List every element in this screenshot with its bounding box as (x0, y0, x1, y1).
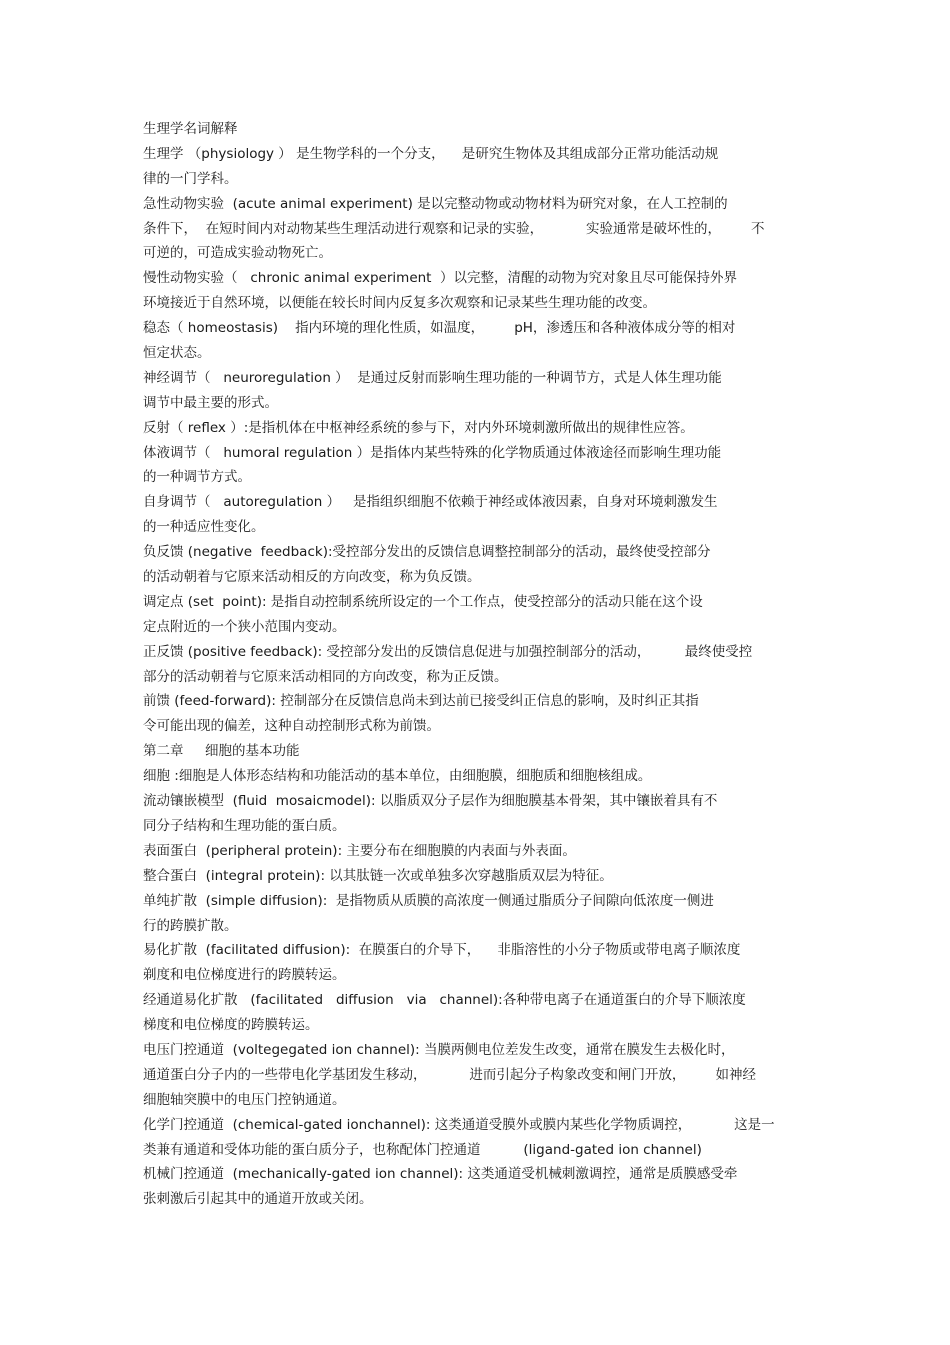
term-definition-first-line: 稳态（ homeostasis) 指内环境的理化性质，如温度， pH，渗透压和各种液体成分等的相对 (143, 320, 736, 337)
term-definition-first-line: 生理学 （physiology ） 是生物学科的一个分支， 是研究生物体及其组成部分正常功能活动规 (143, 145, 719, 162)
term-definition-first-line: 体液调节（ humoral regulation ）是指体内某些特殊的化学物质通过体液途径而影响生理功能 (143, 444, 722, 461)
term-entry (143, 1162, 811, 1212)
term-definition-first-line: 细胞 :细胞是人体形态结构和功能活动的基本单位，由细胞膜，细胞质和细胞核组成。 (143, 768, 652, 785)
term-entry (143, 1113, 811, 1163)
term-entry (143, 441, 811, 491)
term-definition-first-line: 整合蛋白 (integral protein): 以其肽链一次或单独多次穿越脂质双层为特征。 (143, 867, 613, 884)
term-definition-line: 行的跨膜扩散。 (143, 917, 238, 934)
term-entry (143, 266, 811, 316)
term-definition-line: 恒定状态。 (143, 345, 211, 362)
term-definition-first-line: 神经调节（ neuroregulation ） 是通过反射而影响生理功能的一种调节方，式是人体生理功能 (143, 369, 722, 386)
term-definition-line: 梯度和电位梯度的跨膜转运。 (143, 1017, 319, 1034)
term-entry (143, 889, 811, 939)
term-entry (143, 416, 811, 441)
document-body (143, 117, 811, 1212)
term-definition-line: 张刺激后引起其中的通道开放或关闭。 (143, 1191, 373, 1208)
term-definition-first-line: 反射（ reflex ）:是指机体在中枢神经系统的参与下，对内外环境刺激所做出的规律性应答。 (143, 419, 694, 436)
term-definition-line: 定点附近的一个狭小范围内变动。 (143, 618, 346, 635)
term-entry (143, 142, 811, 192)
term-entry (143, 839, 811, 864)
term-definition-first-line: 急性动物实验 (acute animal experiment) 是以完整动物或动物材料为研究对象，在人工控制的 (143, 195, 728, 212)
term-definition-line: 的活动朝着与它原来活动相反的方向改变，称为负反馈。 (143, 569, 481, 586)
term-definition-line: 的一种调节方式。 (143, 469, 251, 486)
term-entry (143, 366, 811, 416)
term-definition-line: 的一种适应性变化。 (143, 519, 265, 536)
term-definition-first-line: 流动镶嵌模型 (fluid mosaicmodel): 以脂质双分子层作为细胞膜基本骨架，其中镶嵌着具有不 (143, 793, 718, 810)
term-definition-line: 类兼有通道和受体功能的蛋白质分子，也称配体门控通道 (ligand-gated ion channel) (143, 1141, 702, 1158)
term-entry (143, 540, 811, 590)
term-definition-first-line: 经通道易化扩散 (facilitated diffusion via channel):各种带电离子在通道蛋白的介导下顺浓度 (143, 992, 746, 1009)
term-definition-line: 令可能出现的偏差，这种自动控制形式称为前馈。 (143, 718, 440, 735)
term-entry (143, 316, 811, 366)
term-definition-first-line: 自身调节（ autoregulation ） 是指组织细胞不依赖于神经或体液因素，自身对环境刺激发生 (143, 494, 718, 511)
term-definition-first-line: 易化扩散 (facilitated diffusion): 在膜蛋白的介导下， 非脂溶性的小分子物质或带电离子顺浓度 (143, 942, 741, 959)
term-definition-line: 部分的活动朝着与它原来活动相同的方向改变，称为正反馈。 (143, 668, 508, 685)
term-entry (143, 1038, 811, 1113)
term-definition-first-line: 第二章 细胞的基本功能 (143, 743, 300, 760)
term-definition-first-line: 电压门控通道 (voltegegated ion channel): 当膜两侧电位差发生改变，通常在膜发生去极化时， (143, 1041, 735, 1058)
term-definition-line: 调节中最主要的形式。 (143, 394, 278, 411)
term-definition-first-line: 正反馈 (positive feedback): 受控部分发出的反馈信息促进与加强控制部分的活动， 最终使受控 (143, 643, 753, 660)
term-entry (143, 764, 811, 789)
term-entry (143, 864, 811, 889)
term-entry (143, 689, 811, 739)
term-entry (143, 988, 811, 1038)
term-entry (143, 789, 811, 839)
term-definition-line: 环境接近于自然环境，以便能在较长时间内反复多次观察和记录某些生理功能的改变。 (143, 295, 656, 312)
term-definition-line: 剃度和电位梯度进行的跨膜转运。 (143, 967, 346, 984)
term-entry (143, 938, 811, 988)
term-definition-first-line: 表面蛋白 (peripheral protein): 主要分布在细胞膜的内表面与外表面。 (143, 842, 576, 859)
term-definition-first-line: 负反馈 (negative feedback):受控部分发出的反馈信息调整控制部分的活动，最终使受控部分 (143, 544, 711, 561)
term-definition-line: 可逆的，可造成实验动物死亡。 (143, 245, 332, 262)
document-title: 生理学名词解释 (143, 121, 238, 137)
term-definition-first-line: 慢性动物实验（ chronic animal experiment ）以完整，清醒的动物为究对象且尽可能保持外界 (143, 270, 738, 287)
term-entry (143, 739, 811, 764)
term-entry (143, 192, 811, 267)
term-definition-first-line: 机械门控通道 (mechanically-gated ion channel): 这类通道受机械刺激调控，通常是质膜感受牵 (143, 1166, 738, 1183)
term-definition-line: 律的一门学科。 (143, 170, 238, 187)
term-definition-first-line: 单纯扩散 (simple diffusion): 是指物质从质膜的高浓度一侧通过脂质分子间隙向低浓度一侧进 (143, 892, 714, 909)
term-definition-first-line: 前馈 (feed-forward): 控制部分在反馈信息尚未到达前已接受纠正信息的影响，及时纠正其指 (143, 693, 699, 710)
term-definition-line: 条件下， 在短时间内对动物某些生理活动进行观察和记录的实验， 实验通常是破坏性的， 不 (143, 220, 765, 237)
term-definition-line: 同分子结构和生理功能的蛋白质。 (143, 817, 346, 834)
term-definition-first-line: 化学门控通道 (chemical-gated ionchannel): 这类通道受膜外或膜内某些化学物质调控， 这是一 (143, 1116, 775, 1133)
term-definition-line: 通道蛋白分子内的一些带电化学基团发生移动， 进而引起分子构象改变和闸门开放， 如神经 (143, 1066, 756, 1083)
term-definition-line: 细胞轴突膜中的电压门控钠通道。 (143, 1091, 346, 1108)
term-entry (143, 490, 811, 540)
term-entry (143, 590, 811, 640)
term-entry (143, 640, 811, 690)
term-definition-first-line: 调定点 (set point): 是指自动控制系统所设定的一个工作点，使受控部分的活动只能在这个设 (143, 593, 703, 610)
